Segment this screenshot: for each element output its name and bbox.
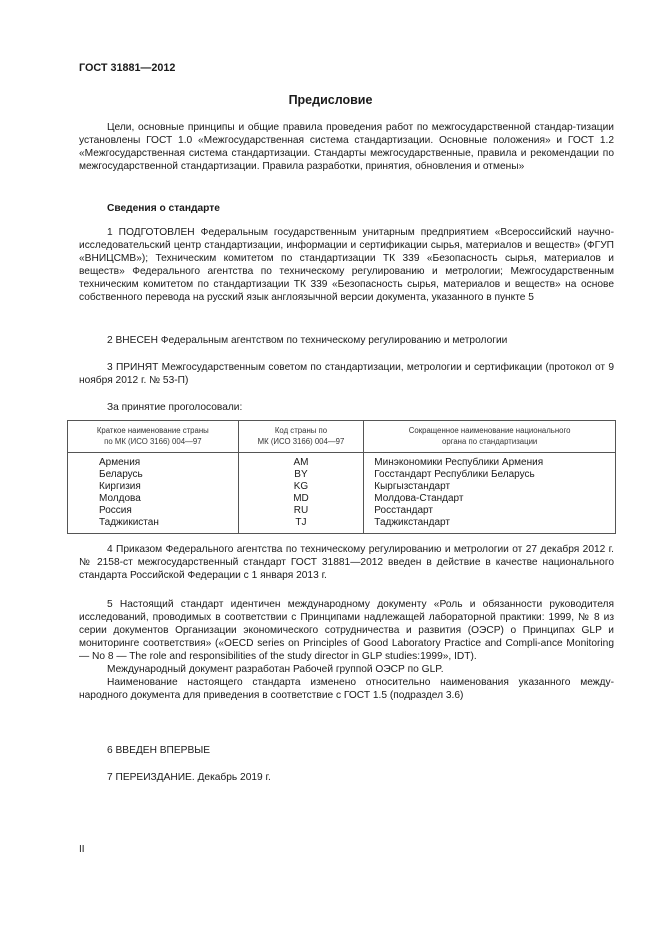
header-standards-body-line-2: органа по стандартизации <box>441 437 538 446</box>
standards-body-column <box>364 453 616 534</box>
item-5-note-1: Международный документ разработан Рабочей группой ОЭСР по GLP. <box>107 664 444 675</box>
country-name-cell: Россия <box>99 505 132 516</box>
country-name-cell: Таджикистан <box>99 517 159 528</box>
item-6-paragraph <box>79 744 614 757</box>
header-standards-body <box>364 421 616 453</box>
country-code-cell: BY <box>294 469 308 480</box>
country-code-column <box>238 453 364 534</box>
item-2-paragraph <box>79 334 614 347</box>
section-subtitle: Сведения о стандарте <box>107 203 220 214</box>
header-country-code <box>238 421 364 453</box>
standards-body-cell: Росстандарт <box>374 505 433 516</box>
item-1-paragraph <box>79 226 614 304</box>
voting-table <box>67 420 616 534</box>
item-3-text: 3 ПРИНЯТ Межгосударственным советом по стандартизации, метрологии и сертификации (протокол от 9 ноября 2012 г. № 53-П) <box>79 362 614 386</box>
country-code-cell: AM <box>293 457 309 468</box>
item-4-paragraph <box>79 543 614 582</box>
document-code-header: ГОСТ 31881—2012 <box>79 62 176 74</box>
header-country-name-line-2: по МК (ИСО 3166) 004—97 <box>104 437 202 446</box>
country-code-cell: MD <box>293 493 309 504</box>
country-name-column <box>68 453 239 534</box>
item-1-text: 1 ПОДГОТОВЛЕН Федеральным государственным унитарным предприятием «Всероссийский научно-исследовательский центр стандартизации, информации и сертификации сырья, материалов и веществ» (ФГУП «ВНИЦСМВ»); Техническим комитетом по стандартизации ТК 339 «Безопасность сырья, материалов и веществ» Федерального агентства по техническому регулированию и метрологии; Межгосударственным техническим комитетом по стандартизации ТК 339 «Безопасность сырья, материалов и веществ» на основе собственного перевода на русский язык англоязычной версии документа, указанного в пункте 5 <box>79 227 614 303</box>
header-country-code-line-1: Код страны по <box>274 426 328 435</box>
country-name-cell: Беларусь <box>99 469 143 480</box>
voted-label: За принятие проголосовали: <box>107 402 243 413</box>
item-2-text: 2 ВНЕСЕН Федеральным агентством по техническому регулированию и метрологии <box>107 335 508 346</box>
header-standards-body-line-1: Сокращенное наименование национального <box>408 426 571 435</box>
page-title: Предисловие <box>288 93 373 107</box>
standards-body-cell: Молдова-Стандарт <box>374 493 464 504</box>
standards-body-cell: Минэкономики Республики Армения <box>374 457 544 468</box>
item-6-text: 6 ВВЕДЕН ВПЕРВЫЕ <box>107 745 211 756</box>
item-7-paragraph <box>79 771 614 784</box>
voting-table-body <box>68 453 616 534</box>
item-5-note-2: Наименование настоящего стандарта изменено относительно наименования указанного между-народного документа для приведения в соответствие с ГОСТ 1.5 (подраздел 3.6) <box>79 677 614 701</box>
header-country-name <box>68 421 239 453</box>
country-name-cell: Армения <box>99 457 141 468</box>
item-7-text: 7 ПЕРЕИЗДАНИЕ. Декабрь 2019 г. <box>107 772 271 783</box>
country-code-cell: RU <box>293 505 309 516</box>
standards-body-cell: Таджикстандарт <box>374 517 450 528</box>
item-3-paragraph <box>79 361 614 387</box>
item-5-paragraph <box>79 598 614 702</box>
intro-paragraph <box>79 121 614 173</box>
country-name-cell: Молдова <box>99 493 141 504</box>
country-code-cell: TJ <box>295 517 307 528</box>
page-number: II <box>79 844 85 855</box>
voting-table-header <box>68 421 616 453</box>
header-country-code-line-2: МК (ИСО 3166) 004—97 <box>257 437 345 446</box>
standards-body-cell: Кыргызстандарт <box>374 481 451 492</box>
standards-body-cell: Госстандарт Республики Беларусь <box>374 469 535 480</box>
country-name-cell: Киргизия <box>99 481 141 492</box>
item-5-text: 5 Настоящий стандарт идентичен международному документу «Роль и обязанности руководителя исследований, проводимых в соответствии с Принципами надлежащей лабораторной практики: 1999, № 8 из серии документов Организации экономического сотрудничества и развития (ОЭСР) о Принципах GLP и мониторинге соответствия» («OECD series on Principles of Good Laboratory Practice and Compli-ance Monitoring — No 8 — The role and responsibilities of the study director in GLP studies:1999», IDT). <box>79 599 614 662</box>
country-code-cell: KG <box>293 481 309 492</box>
header-country-name-line-1: Краткое наименование страны <box>96 426 209 435</box>
item-4-text: 4 Приказом Федерального агентства по техническому регулированию и метрологии от 27 декабря 2012 г. № 2158-ст межгосударственный стандарт ГОСТ 31881—2012 введен в действие в качестве национального стандарта Российской Федерации с 1 января 2013 г. <box>79 544 614 581</box>
intro-text: Цели, основные принципы и общие правила проведения работ по межгосударственной стандар-тизации установлены ГОСТ 1.0 «Межгосударственная система стандартизации. Основные положения» и ГОСТ 1.2 «Межгосударственная система стандартизации. Стандарты межгосударственные, правила и рекомендации по межгосударственной стандартизации. Правила разработки, принятия, обновления и отмены» <box>79 122 614 172</box>
